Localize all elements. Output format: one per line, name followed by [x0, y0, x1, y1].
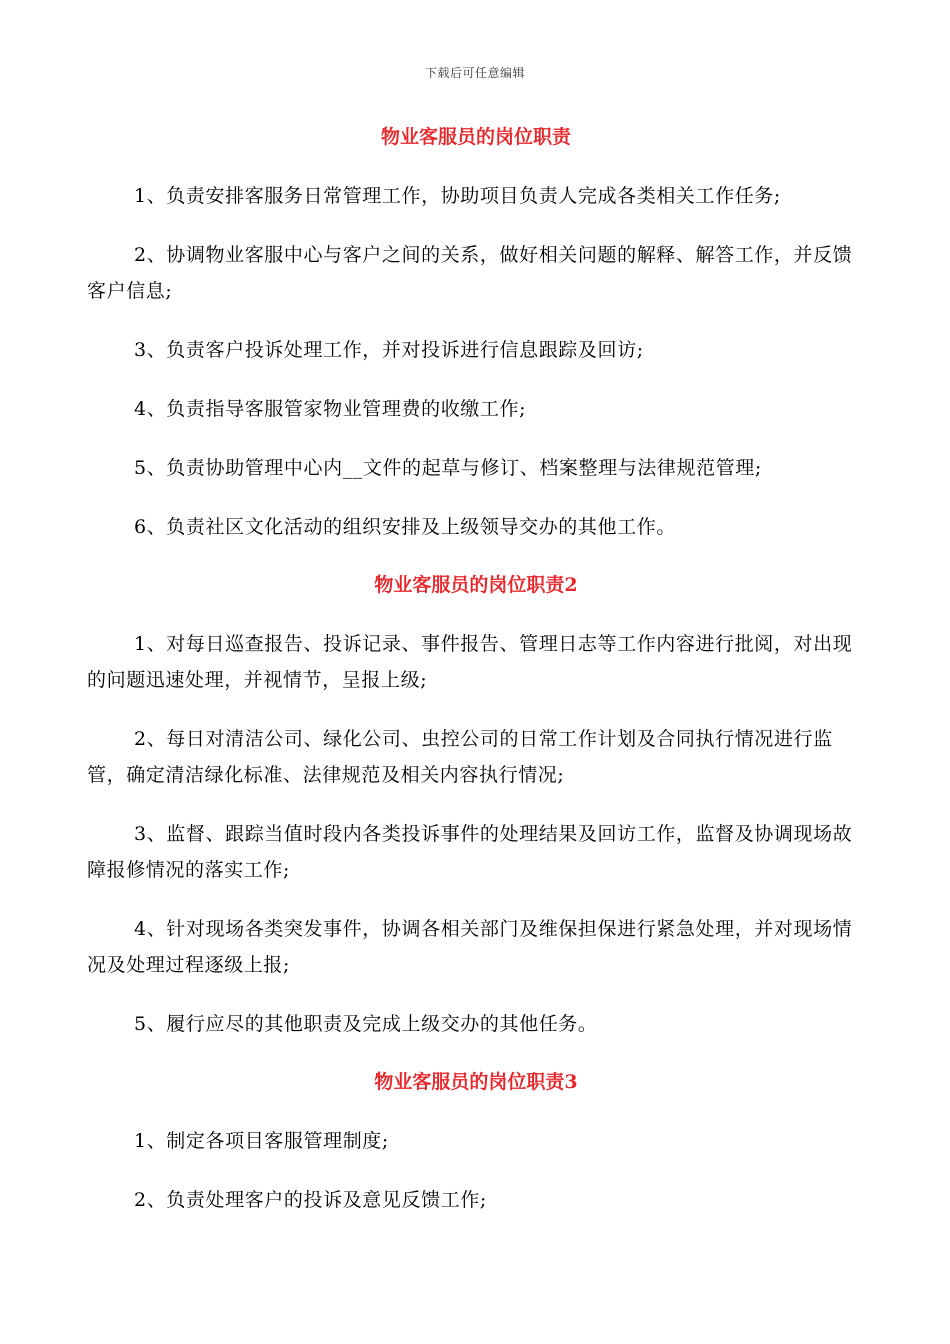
list-item: 5、负责协助管理中心内__文件的起草与修订、档案整理与法律规范管理;	[134, 457, 762, 479]
list-item: 4、针对现场各类突发事件，协调各相关部门及维保担保进行紧急处理，并对现场情况及处理过程逐级上报;	[87, 918, 853, 976]
list-item: 2、负责处理客户的投诉及意见反馈工作;	[134, 1189, 487, 1211]
list-item: 2、每日对清洁公司、绿化公司、虫控公司的日常工作计划及合同执行情况进行监管，确定清洁绿化标准、法律规范及相关内容执行情况;	[87, 728, 833, 786]
list-item: 4、负责指导客服管家物业管理费的收缴工作;	[134, 398, 527, 420]
list-item: 5、履行应尽的其他职责及完成上级交办的其他任务。	[134, 1013, 598, 1035]
list-item: 2、协调物业客服中心与客户之间的关系，做好相关问题的解释、解答工作，并反馈客户信息;	[87, 244, 853, 302]
list-item: 6、负责社区文化活动的组织安排及上级领导交办的其他工作。	[134, 516, 676, 538]
section-title-2: 物业客服员的岗位职责2	[374, 574, 578, 596]
list-item: 1、负责安排客服务日常管理工作，协助项目负责人完成各类相关工作任务;	[134, 185, 781, 207]
list-item: 3、负责客户投诉处理工作，并对投诉进行信息跟踪及回访;	[134, 339, 644, 361]
document-body	[87, 120, 865, 1218]
header-note: 下载后可任意编辑	[424, 66, 525, 80]
section-title-1: 物业客服员的岗位职责	[380, 126, 571, 148]
list-item: 1、制定各项目客服管理制度;	[134, 1130, 389, 1152]
section-title-3: 物业客服员的岗位职责3	[374, 1071, 578, 1093]
list-item: 3、监督、跟踪当值时段内各类投诉事件的处理结果及回访工作，监督及协调现场故障报修情况的落实工作;	[87, 823, 853, 881]
list-item: 1、对每日巡查报告、投诉记录、事件报告、管理日志等工作内容进行批阅，对出现的问题迅速处理，并视情节，呈报上级;	[87, 633, 853, 691]
